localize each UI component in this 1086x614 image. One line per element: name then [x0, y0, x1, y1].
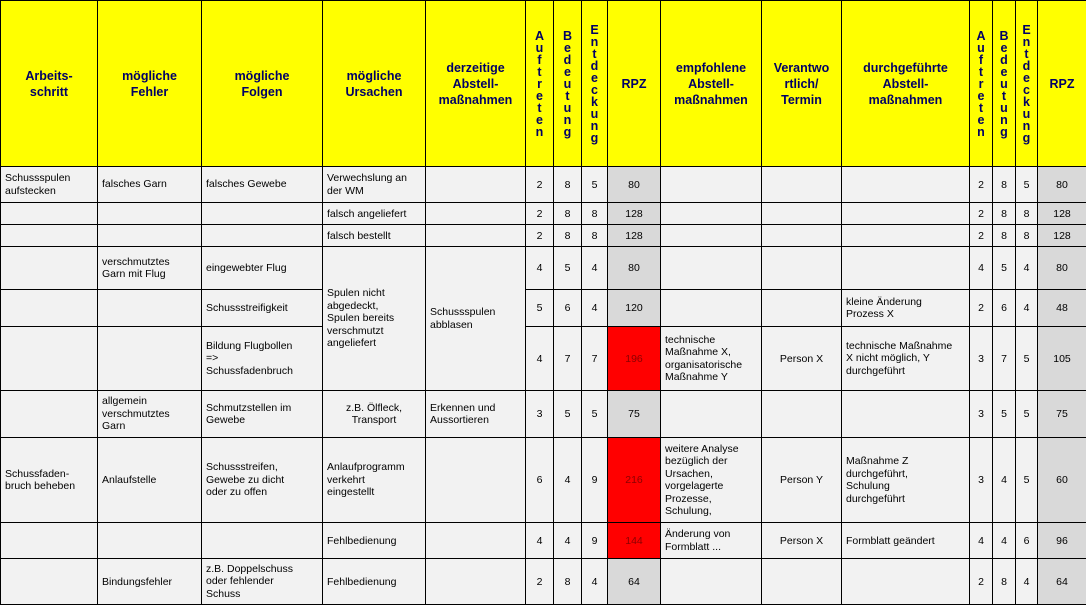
cell-severity-2: 7 [993, 327, 1016, 391]
cell-current [426, 225, 526, 247]
cell-cause: z.B. Ölfleck, Transport [323, 391, 426, 438]
cell-recommended: Änderung von Formblatt ... [661, 523, 762, 559]
cell-severity: 8 [554, 225, 582, 247]
cell-detection-2: 5 [1016, 391, 1038, 438]
cell-detection-2: 6 [1016, 523, 1038, 559]
table-row [1, 167, 1086, 203]
cell-responsible [762, 167, 842, 203]
cell-cause: Fehlbedienung [323, 559, 426, 605]
cell-severity-2: 8 [993, 225, 1016, 247]
header-done: durchgeführte Abstell- maßnahmen [842, 1, 970, 167]
cell-occurrence: 5 [526, 290, 554, 327]
cell-severity: 5 [554, 391, 582, 438]
header-row [1, 1, 1086, 167]
cell-step [1, 391, 98, 438]
cell-occurrence: 6 [526, 438, 554, 523]
cell-current-merged: Schussspulen abblasen [426, 247, 526, 391]
cell-fault: Anlaufstelle [98, 438, 202, 523]
cell-occurrence: 2 [526, 167, 554, 203]
cell-severity-2: 5 [993, 391, 1016, 438]
cell-rpz-2: 48 [1038, 290, 1086, 327]
cell-current [426, 203, 526, 225]
header-severity-2: B e d e u t u n g [993, 1, 1016, 167]
cell-responsible: Person X [762, 523, 842, 559]
cell-detection-2: 8 [1016, 225, 1038, 247]
cell-rpz: 128 [608, 225, 661, 247]
cell-severity: 5 [554, 247, 582, 290]
table-row [1, 290, 1086, 327]
cell-fault: verschmutztes Garn mit Flug [98, 247, 202, 290]
cell-occurrence: 3 [526, 391, 554, 438]
cell-detection: 8 [582, 225, 608, 247]
cell-step [1, 225, 98, 247]
cell-done [842, 225, 970, 247]
cell-fault [98, 203, 202, 225]
header-rpz: RPZ [608, 1, 661, 167]
cell-step: Schussfaden- bruch beheben [1, 438, 98, 523]
cell-detection-2: 4 [1016, 247, 1038, 290]
cell-step [1, 523, 98, 559]
cell-severity-2: 4 [993, 438, 1016, 523]
cell-done: technische Maßnahme X nicht möglich, Y durchgeführt [842, 327, 970, 391]
table-row [1, 559, 1086, 605]
cell-detection: 9 [582, 438, 608, 523]
cell-current [426, 167, 526, 203]
cell-rpz-alert: 196 [608, 327, 661, 391]
cell-detection-2: 8 [1016, 203, 1038, 225]
cell-occurrence: 2 [526, 559, 554, 605]
header-responsible: Verantwo rtlich/ Termin [762, 1, 842, 167]
cell-recommended: technische Maßnahme X, organisatorische Maßnahme Y [661, 327, 762, 391]
cell-detection: 7 [582, 327, 608, 391]
cell-occurrence-2: 3 [970, 438, 993, 523]
cell-occurrence-2: 2 [970, 203, 993, 225]
cell-effect: Schmutzstellen im Gewebe [202, 391, 323, 438]
cell-effect: eingewebter Flug [202, 247, 323, 290]
cell-detection: 4 [582, 247, 608, 290]
table-row [1, 247, 1086, 290]
cell-current [426, 438, 526, 523]
cell-responsible [762, 559, 842, 605]
cell-rpz-alert: 216 [608, 438, 661, 523]
cell-done [842, 167, 970, 203]
cell-rpz: 120 [608, 290, 661, 327]
header-effect: mögliche Folgen [202, 1, 323, 167]
cell-severity-2: 6 [993, 290, 1016, 327]
table-row [1, 327, 1086, 391]
cell-rpz: 80 [608, 167, 661, 203]
header-rpz-2: RPZ [1038, 1, 1086, 167]
cell-detection-2: 4 [1016, 559, 1038, 605]
cell-detection-2: 5 [1016, 327, 1038, 391]
cell-recommended [661, 203, 762, 225]
cell-detection: 8 [582, 203, 608, 225]
cell-fault: Bindungsfehler [98, 559, 202, 605]
cell-done: Maßnahme Z durchgeführt, Schulung durchgeführt [842, 438, 970, 523]
cell-cause: Anlaufprogramm verkehrt eingestellt [323, 438, 426, 523]
cell-rpz-2: 80 [1038, 247, 1086, 290]
cell-rpz-2: 105 [1038, 327, 1086, 391]
header-detection: E n t d e c k u n g [582, 1, 608, 167]
cell-done [842, 559, 970, 605]
cell-fault [98, 327, 202, 391]
cell-responsible [762, 247, 842, 290]
cell-done: Formblatt geändert [842, 523, 970, 559]
cell-step: Schussspulen aufstecken [1, 167, 98, 203]
cell-recommended [661, 225, 762, 247]
cell-rpz-alert: 144 [608, 523, 661, 559]
cell-detection: 4 [582, 559, 608, 605]
cell-responsible [762, 203, 842, 225]
cell-severity-2: 4 [993, 523, 1016, 559]
header-severity: B e d e u t u n g [554, 1, 582, 167]
cell-severity: 4 [554, 523, 582, 559]
cell-done [842, 247, 970, 290]
cell-cause: Fehlbedienung [323, 523, 426, 559]
table-row [1, 225, 1086, 247]
cell-done [842, 203, 970, 225]
cell-detection-2: 5 [1016, 167, 1038, 203]
cell-step [1, 327, 98, 391]
cell-responsible [762, 290, 842, 327]
cell-effect: Bildung Flugbollen => Schussfadenbruch [202, 327, 323, 391]
cell-severity: 6 [554, 290, 582, 327]
cell-rpz-2: 128 [1038, 225, 1086, 247]
cell-rpz-2: 80 [1038, 167, 1086, 203]
cell-fault: allgemein verschmutztes Garn [98, 391, 202, 438]
cell-detection: 5 [582, 391, 608, 438]
cell-severity: 8 [554, 559, 582, 605]
cell-effect [202, 203, 323, 225]
cell-rpz: 128 [608, 203, 661, 225]
cell-occurrence: 2 [526, 203, 554, 225]
cell-rpz-2: 60 [1038, 438, 1086, 523]
header-occurrence-2: A u f t r e t e n [970, 1, 993, 167]
cell-current: Erkennen und Aussortieren [426, 391, 526, 438]
cell-occurrence-2: 2 [970, 559, 993, 605]
cell-severity-2: 8 [993, 167, 1016, 203]
cell-step [1, 247, 98, 290]
table-row [1, 438, 1086, 523]
cell-responsible [762, 225, 842, 247]
cell-severity: 8 [554, 203, 582, 225]
cell-fault [98, 225, 202, 247]
cell-recommended [661, 290, 762, 327]
cell-cause: Verwechslung an der WM [323, 167, 426, 203]
cell-rpz: 80 [608, 247, 661, 290]
cell-severity: 8 [554, 167, 582, 203]
cell-occurrence: 2 [526, 225, 554, 247]
cell-recommended [661, 391, 762, 438]
cell-detection-2: 4 [1016, 290, 1038, 327]
header-detection-2: E n t d e c k u n g [1016, 1, 1038, 167]
cell-step [1, 203, 98, 225]
cell-rpz-2: 96 [1038, 523, 1086, 559]
cell-rpz: 64 [608, 559, 661, 605]
cell-severity: 4 [554, 438, 582, 523]
cell-recommended: weitere Analyse bezüglich der Ursachen, vorgelagerte Prozesse, Schulung, [661, 438, 762, 523]
header-cause: mögliche Ursachen [323, 1, 426, 167]
cell-occurrence: 4 [526, 523, 554, 559]
header-occurrence: A u f t r e t e n [526, 1, 554, 167]
cell-effect: falsches Gewebe [202, 167, 323, 203]
cell-rpz-2: 75 [1038, 391, 1086, 438]
header-recommended: empfohlene Abstell- maßnahmen [661, 1, 762, 167]
cell-responsible [762, 391, 842, 438]
table-row [1, 203, 1086, 225]
cell-occurrence-2: 2 [970, 167, 993, 203]
cell-current [426, 523, 526, 559]
cell-cause-merged: Spulen nicht abgedeckt, Spulen bereits verschmutzt angeliefert [323, 247, 426, 391]
cell-cause: falsch bestellt [323, 225, 426, 247]
cell-occurrence-2: 3 [970, 327, 993, 391]
cell-occurrence-2: 2 [970, 225, 993, 247]
table-row [1, 523, 1086, 559]
cell-rpz-2: 64 [1038, 559, 1086, 605]
cell-severity: 7 [554, 327, 582, 391]
cell-severity-2: 8 [993, 203, 1016, 225]
cell-recommended [661, 167, 762, 203]
cell-fault: falsches Garn [98, 167, 202, 203]
cell-fault [98, 290, 202, 327]
cell-effect: Schussstreifen, Gewebe zu dicht oder zu offen [202, 438, 323, 523]
cell-effect: Schussstreifigkeit [202, 290, 323, 327]
cell-step [1, 559, 98, 605]
cell-detection-2: 5 [1016, 438, 1038, 523]
cell-effect [202, 225, 323, 247]
cell-recommended [661, 559, 762, 605]
cell-occurrence: 4 [526, 247, 554, 290]
cell-done [842, 391, 970, 438]
cell-occurrence-2: 2 [970, 290, 993, 327]
cell-rpz-2: 128 [1038, 203, 1086, 225]
cell-recommended [661, 247, 762, 290]
cell-done: kleine Änderung Prozess X [842, 290, 970, 327]
cell-detection: 4 [582, 290, 608, 327]
cell-responsible: Person X [762, 327, 842, 391]
cell-severity-2: 8 [993, 559, 1016, 605]
header-fault: mögliche Fehler [98, 1, 202, 167]
cell-step [1, 290, 98, 327]
cell-fault [98, 523, 202, 559]
table-row [1, 391, 1086, 438]
header-step: Arbeits- schritt [1, 1, 98, 167]
cell-effect: z.B. Doppelschuss oder fehlender Schuss [202, 559, 323, 605]
cell-occurrence-2: 4 [970, 523, 993, 559]
cell-current [426, 559, 526, 605]
cell-responsible: Person Y [762, 438, 842, 523]
cell-occurrence-2: 3 [970, 391, 993, 438]
cell-cause: falsch angeliefert [323, 203, 426, 225]
cell-detection: 9 [582, 523, 608, 559]
cell-rpz: 75 [608, 391, 661, 438]
cell-severity-2: 5 [993, 247, 1016, 290]
cell-occurrence: 4 [526, 327, 554, 391]
cell-detection: 5 [582, 167, 608, 203]
cell-occurrence-2: 4 [970, 247, 993, 290]
cell-effect [202, 523, 323, 559]
header-current-measures: derzeitige Abstell- maßnahmen [426, 1, 526, 167]
